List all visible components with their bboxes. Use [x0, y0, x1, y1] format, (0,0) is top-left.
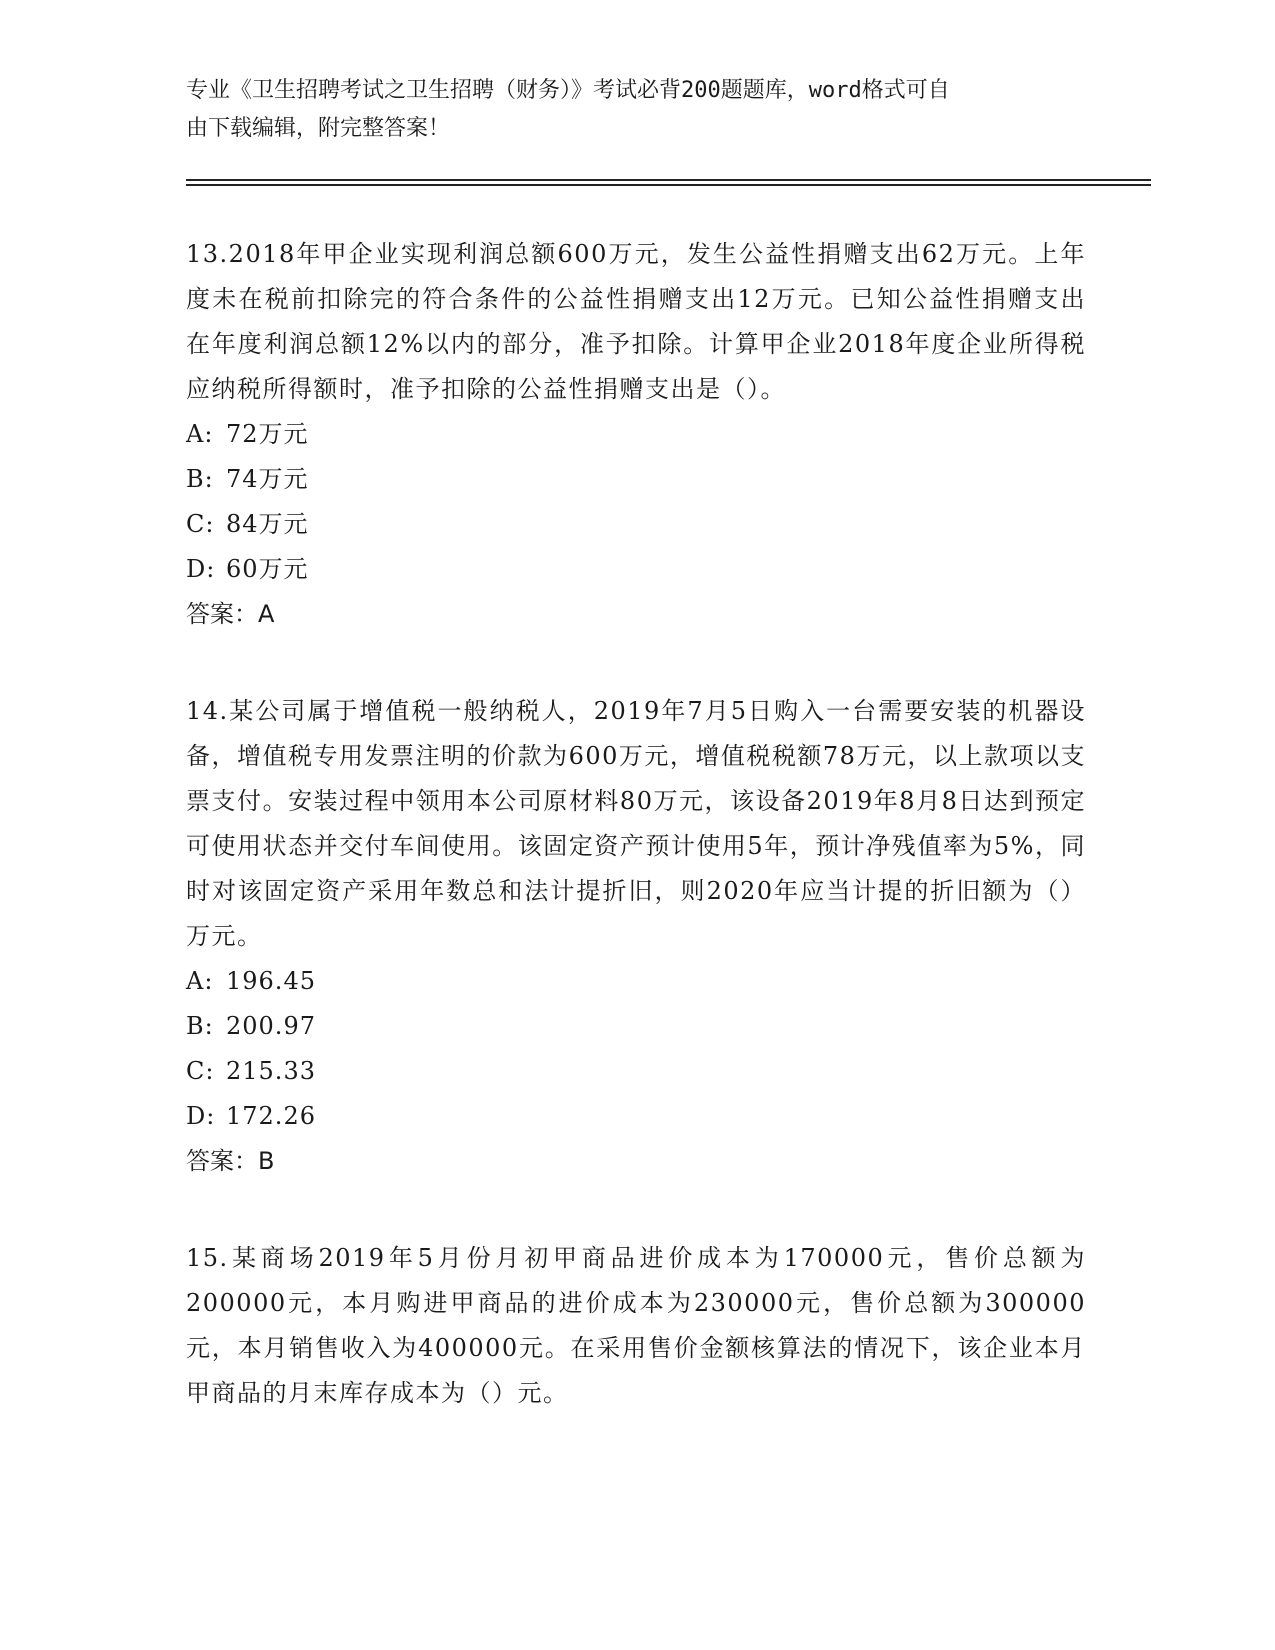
option-b: [186, 457, 1086, 502]
option-b: [186, 1004, 1086, 1049]
header-line-2: 由下载编辑，附完整答案！: [186, 116, 451, 141]
option-letter: D:: [186, 1102, 216, 1130]
question-list: [186, 232, 1086, 1468]
option-value: 200.97: [226, 1012, 316, 1040]
header-line-1: 专业《卫生招聘考试之卫生招聘（财务）》考试必背200题题库，word格式可自: [186, 78, 950, 103]
option-letter: A:: [186, 420, 214, 448]
option-letter: B:: [186, 1012, 214, 1040]
question-14: [186, 689, 1086, 1184]
option-c: [186, 1049, 1086, 1094]
question-text: 15.某商场2019年5月份月初甲商品进价成本为170000元，售价总额为200000元，本月购进甲商品的进价成本为230000元，售价总额为300000元，本月销售收入为400000元。在采用售价金额核算法的情况下，该企业本月甲商品的月末库存成本为（）元。: [186, 1244, 1086, 1407]
option-value: 72万元: [226, 420, 309, 448]
answer-line: 答案：B: [186, 1147, 275, 1175]
option-value: 196.45: [226, 967, 316, 995]
header-divider-top: [186, 179, 1151, 181]
option-letter: B:: [186, 465, 214, 493]
question-13: [186, 232, 1086, 637]
option-value: 60万元: [226, 555, 309, 583]
document-header: [186, 72, 1066, 148]
option-a: [186, 959, 1086, 1004]
option-value: 84万元: [226, 510, 309, 538]
option-value: 172.26: [226, 1102, 316, 1130]
option-d: [186, 1094, 1086, 1139]
question-15: [186, 1236, 1086, 1416]
option-c: [186, 502, 1086, 547]
option-letter: A:: [186, 967, 214, 995]
option-value: 215.33: [226, 1057, 316, 1085]
option-letter: C:: [186, 510, 215, 538]
option-letter: C:: [186, 1057, 215, 1085]
option-letter: D:: [186, 555, 216, 583]
option-a: [186, 412, 1086, 457]
option-d: [186, 547, 1086, 592]
answer-line: 答案：A: [186, 600, 275, 628]
question-text: 14.某公司属于增值税一般纳税人，2019年7月5日购入一台需要安装的机器设备，增值税专用发票注明的价款为600万元，增值税税额78万元，以上款项以支票支付。安装过程中领用本公司原材料80万元，该设备2019年8月8日达到预定可使用状态并交付车间使用。该固定资产预计使用5年，预计净残值率为5%，同时对该固定资产采用年数总和法计提折旧，则2020年应当计提的折旧额为（）万元。: [186, 697, 1086, 950]
question-text: 13.2018年甲企业实现利润总额600万元，发生公益性捐赠支出62万元。上年度未在税前扣除完的符合条件的公益性捐赠支出12万元。已知公益性捐赠支出在年度利润总额12%以内的部分，准予扣除。计算甲企业2018年度企业所得税应纳税所得额时，准予扣除的公益性捐赠支出是（）。: [186, 240, 1086, 403]
option-value: 74万元: [226, 465, 309, 493]
header-divider-bottom: [186, 184, 1151, 186]
